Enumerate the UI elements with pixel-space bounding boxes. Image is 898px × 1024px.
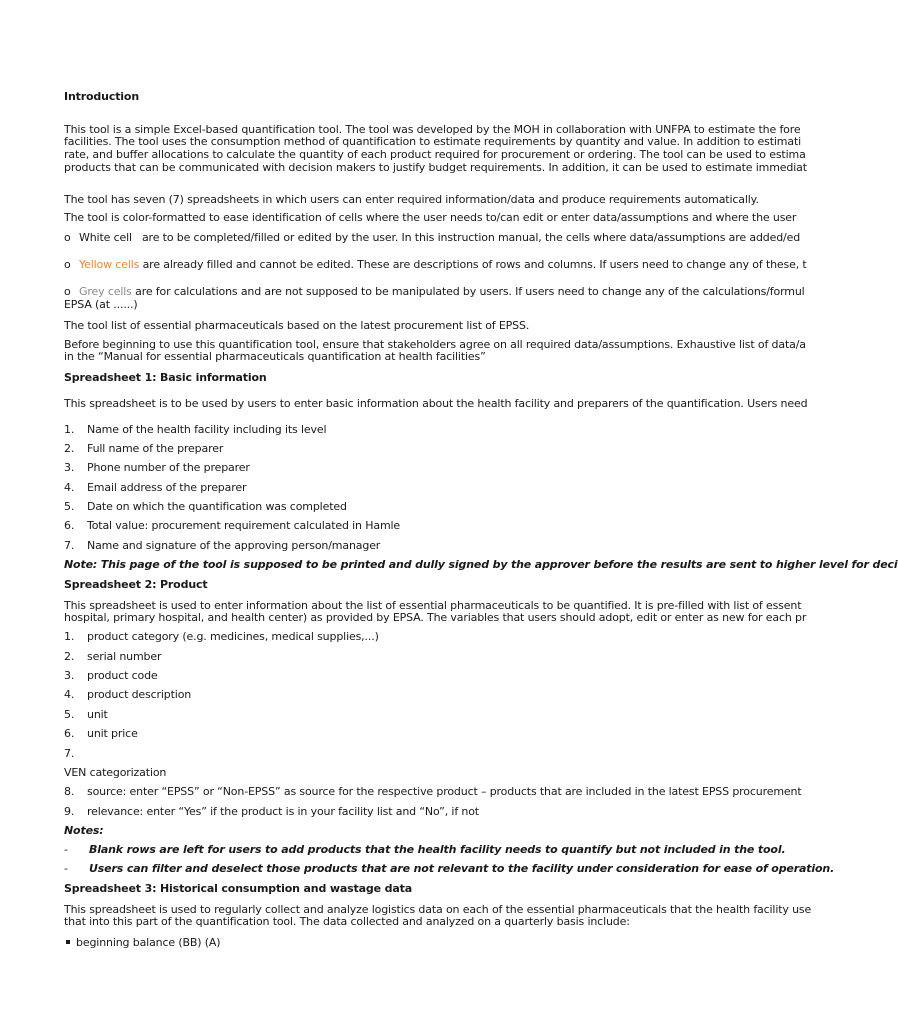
- sheet2-heading: Spreadsheet 2: Product: [64, 578, 208, 591]
- sheet3-heading: Spreadsheet 3: Historical consumption and wastage data: [64, 882, 413, 895]
- sheet1-list-item-text: Name of the health facility including its level: [87, 423, 327, 436]
- sheet1-list-item-text: Total value: procurement requirement calculated in Hamle: [87, 519, 401, 532]
- sheet2-list-item-marker: 3.: [64, 669, 75, 682]
- sheet2-intro-line1: This spreadsheet is used to enter information about the list of essential pharmaceuticals to be quantified. It is pre-filled with list of essent: [64, 599, 802, 612]
- notes-heading: Notes:: [64, 824, 104, 837]
- sheet1-list-item-text: Phone number of the preparer: [87, 461, 250, 474]
- sheet2-list-item-marker: 5.: [64, 708, 75, 721]
- grey-cell-label: Grey cells: [79, 285, 132, 298]
- sheet1-list-item-marker: 7.: [64, 539, 75, 552]
- sheet1-intro: This spreadsheet is to be used by users to enter basic information about the health facility and preparers of the quantification. Users need: [64, 397, 808, 410]
- white-cell-text: are to be completed/filled or edited by the user. In this instruction manual, the cells where data/assumptions are added/ed: [141, 231, 801, 244]
- sheet2-note-item-marker: -: [64, 862, 68, 875]
- sheet2-note-item-text: Blank rows are left for users to add products that the health facility needs to quantify but not included in the tool.: [89, 843, 786, 856]
- bullet-marker: o: [64, 285, 71, 298]
- sheet1-list-item-marker: 1.: [64, 423, 75, 436]
- bullet-marker: o: [64, 258, 71, 271]
- sheet2-list-item-text: unit price: [87, 727, 138, 740]
- grey-cell-item: [64, 286, 805, 298]
- white-cell-label: White cell: [79, 231, 132, 244]
- sheet1-list-item-marker: 2.: [64, 442, 75, 455]
- yellow-cell-label: Yellow cells: [79, 258, 140, 271]
- sheet2-note-item-text: Users can filter and deselect those products that are not relevant to the facility under consideration for ease of operation.: [89, 862, 835, 875]
- sheet3-intro-line2: that into this part of the quantification tool. The data collected and analyzed on a quarterly basis include:: [64, 915, 630, 928]
- sheet3-bullet-text: beginning balance (BB) (A): [76, 936, 221, 949]
- sheet1-note: Note: This page of the tool is supposed to be printed and dully signed by the approver before the results are sent to higher level for deci: [64, 558, 898, 571]
- intro-para4: The tool list of essential pharmaceuticals based on the latest procurement list of EPSS.: [64, 319, 530, 332]
- intro-para1-line3: rate, and buffer allocations to calculate the quantity of each product required for procurement or ordering. The tool can be used to estima: [64, 148, 806, 161]
- intro-para5-line2: in the “Manual for essential pharmaceuticals quantification at health facilities”: [64, 350, 486, 363]
- white-cell-item: [64, 232, 800, 244]
- sheet2-list-item-marker: 8.: [64, 785, 75, 798]
- sheet2-note-item-marker: -: [64, 843, 68, 856]
- sheet1-list-item-text: Name and signature of the approving person/manager: [87, 539, 381, 552]
- intro-para5-line1: Before beginning to use this quantification tool, ensure that stakeholders agree on all required data/assumptions. Exhaustive list of data/a: [64, 338, 806, 351]
- ven-categorization: VEN categorization: [64, 766, 167, 779]
- sheet1-list-item-marker: 6.: [64, 519, 75, 532]
- sheet1-list-item-text: Email address of the preparer: [87, 481, 247, 494]
- intro-para1-line2: facilities. The tool uses the consumption method of quantification to estimate requirements by quantity and value. In addition to estimati: [64, 135, 802, 148]
- sheet2-list-item-text: product code: [87, 669, 158, 682]
- sheet2-list-item-text: serial number: [87, 650, 162, 663]
- sheet2-list-item-text: relevance: enter “Yes” if the product is in your facility list and “No”, if not: [87, 805, 479, 818]
- intro-para1-line1: This tool is a simple Excel-based quantification tool. The tool was developed by the MOH in collaboration with UNFPA to estimate the fore: [64, 123, 801, 136]
- sheet1-heading: Spreadsheet 1: Basic information: [64, 371, 267, 384]
- intro-para3: The tool is color-formatted to ease identification of cells where the user needs to/can edit or enter data/assumptions and where the user: [64, 211, 797, 224]
- sheet1-list-item-text: Full name of the preparer: [87, 442, 224, 455]
- sheet2-list-item-marker: 1.: [64, 630, 75, 643]
- bullet-marker: o: [64, 231, 71, 244]
- yellow-cell-item: [64, 259, 807, 271]
- sheet2-list-item-marker: 9.: [64, 805, 75, 818]
- square-bullet-icon: [66, 940, 70, 944]
- sheet2-list-item-marker: 2.: [64, 650, 75, 663]
- sheet1-list-item-marker: 5.: [64, 500, 75, 513]
- intro-para1-line4: products that can be communicated with decision makers to justify budget requirements. In addition, it can be used to estimate immediat: [64, 161, 807, 174]
- sheet2-list-item-text: unit: [87, 708, 108, 721]
- sheet2-list-item-marker: 6.: [64, 727, 75, 740]
- yellow-cell-text: are already filled and cannot be edited. These are descriptions of rows and columns. If users need to change any of these, t: [142, 258, 807, 271]
- sheet3-intro-line1: This spreadsheet is used to regularly collect and analyze logistics data on each of the essential pharmaceuticals that the health facility use: [64, 903, 812, 916]
- grey-cell-text: are for calculations and are not supposed to be manipulated by users. If users need to change any of the calculations/formul: [135, 285, 805, 298]
- intro-para2: The tool has seven (7) spreadsheets in which users can enter required information/data and produce requirements automatically.: [64, 193, 759, 206]
- sheet1-list-item-marker: 4.: [64, 481, 75, 494]
- intro-heading: Introduction: [64, 90, 140, 103]
- sheet3-bullet-item: [64, 937, 220, 949]
- sheet1-list-item-marker: 3.: [64, 461, 75, 474]
- sheet2-list-item-text: product category (e.g. medicines, medical supplies,...): [87, 630, 379, 643]
- sheet2-list-item-marker: 4.: [64, 688, 75, 701]
- sheet2-intro-line2: hospital, primary hospital, and health center) as provided by EPSA. The variables that users should adopt, edit or enter as new for each pr: [64, 611, 807, 624]
- sheet2-list-item-text: product description: [87, 688, 192, 701]
- sheet1-list-item-text: Date on which the quantification was completed: [87, 500, 347, 513]
- sheet2-list-item-text: source: enter “EPSS” or “Non-EPSS” as source for the respective product – products that are included in the latest EPSS procurement: [87, 785, 802, 798]
- sheet2-list-item-marker: 7.: [64, 747, 75, 760]
- grey-cell-cont: EPSA (at ......): [64, 298, 138, 311]
